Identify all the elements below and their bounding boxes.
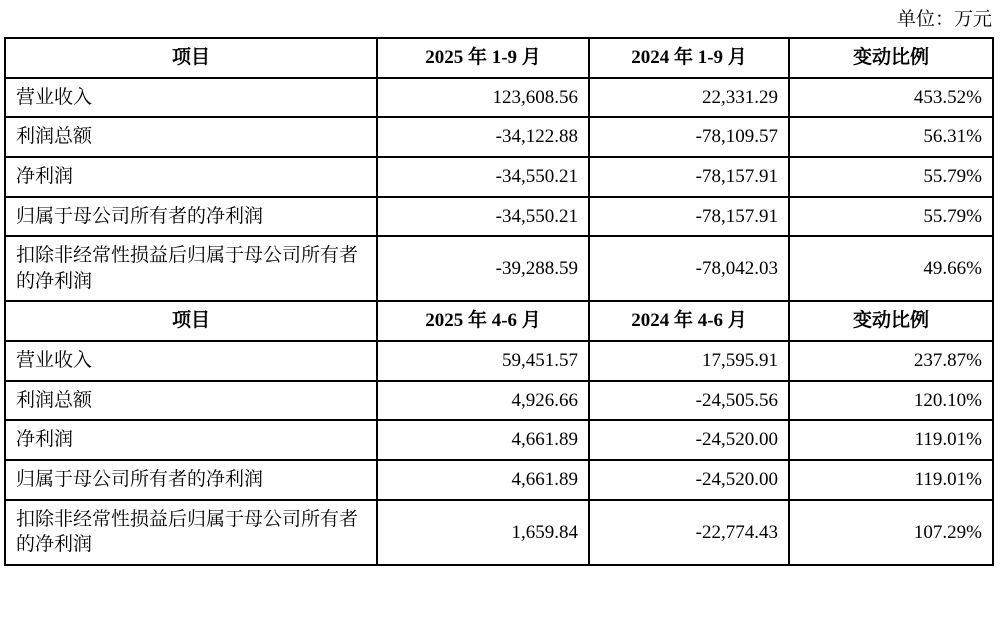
row-change-value: 49.66% [789,236,993,301]
row-current-value: -34,550.21 [377,157,589,197]
column-header-change-ratio: 变动比例 [789,38,993,78]
column-header-current-period: 2025 年 4-6 月 [377,301,589,341]
column-header-item: 项目 [5,38,377,78]
row-change-value: 107.29% [789,500,993,565]
column-header-previous-period: 2024 年 1-9 月 [589,38,789,78]
column-header-item: 项目 [5,301,377,341]
table-header-row [5,38,993,78]
row-label: 利润总额 [5,381,377,421]
row-previous-value: -24,520.00 [589,460,789,500]
row-change-value: 119.01% [789,420,993,460]
row-previous-value: -78,109.57 [589,117,789,157]
row-previous-value: -22,774.43 [589,500,789,565]
row-change-value: 55.79% [789,197,993,237]
table-row [5,420,993,460]
column-header-change-ratio: 变动比例 [789,301,993,341]
row-current-value: 59,451.57 [377,341,589,381]
row-previous-value: -24,505.56 [589,381,789,421]
table-row [5,500,993,565]
unit-note: 单位：万元 [896,9,992,30]
row-current-value: 123,608.56 [377,78,589,118]
row-change-value: 453.52% [789,78,993,118]
row-label: 扣除非经常性损益后归属于母公司所有者的净利润 [5,500,377,565]
table-row [5,78,993,118]
table-header-row [5,301,993,341]
row-label: 归属于母公司所有者的净利润 [5,197,377,237]
row-previous-value: 17,595.91 [589,341,789,381]
table-row [5,117,993,157]
row-label: 净利润 [5,157,377,197]
table-row [5,197,993,237]
row-previous-value: -78,157.91 [589,157,789,197]
row-previous-value: -78,157.91 [589,197,789,237]
column-header-previous-period: 2024 年 4-6 月 [589,301,789,341]
row-current-value: 4,926.66 [377,381,589,421]
row-current-value: -39,288.59 [377,236,589,301]
row-change-value: 56.31% [789,117,993,157]
row-label: 扣除非经常性损益后归属于母公司所有者的净利润 [5,236,377,301]
row-label: 营业收入 [5,78,377,118]
financial-summary-table [4,37,994,566]
row-current-value: -34,122.88 [377,117,589,157]
row-label: 归属于母公司所有者的净利润 [5,460,377,500]
row-previous-value: 22,331.29 [589,78,789,118]
row-change-value: 120.10% [789,381,993,421]
row-current-value: 4,661.89 [377,420,589,460]
row-label: 净利润 [5,420,377,460]
row-change-value: 237.87% [789,341,993,381]
table-row [5,236,993,301]
column-header-current-period: 2025 年 1-9 月 [377,38,589,78]
table-row [5,157,993,197]
row-change-value: 119.01% [789,460,993,500]
row-current-value: 4,661.89 [377,460,589,500]
row-label: 利润总额 [5,117,377,157]
row-previous-value: -24,520.00 [589,420,789,460]
row-previous-value: -78,042.03 [589,236,789,301]
row-current-value: -34,550.21 [377,197,589,237]
row-label: 营业收入 [5,341,377,381]
row-change-value: 55.79% [789,157,993,197]
table-row [5,460,993,500]
row-current-value: 1,659.84 [377,500,589,565]
table-row [5,381,993,421]
table-row [5,341,993,381]
